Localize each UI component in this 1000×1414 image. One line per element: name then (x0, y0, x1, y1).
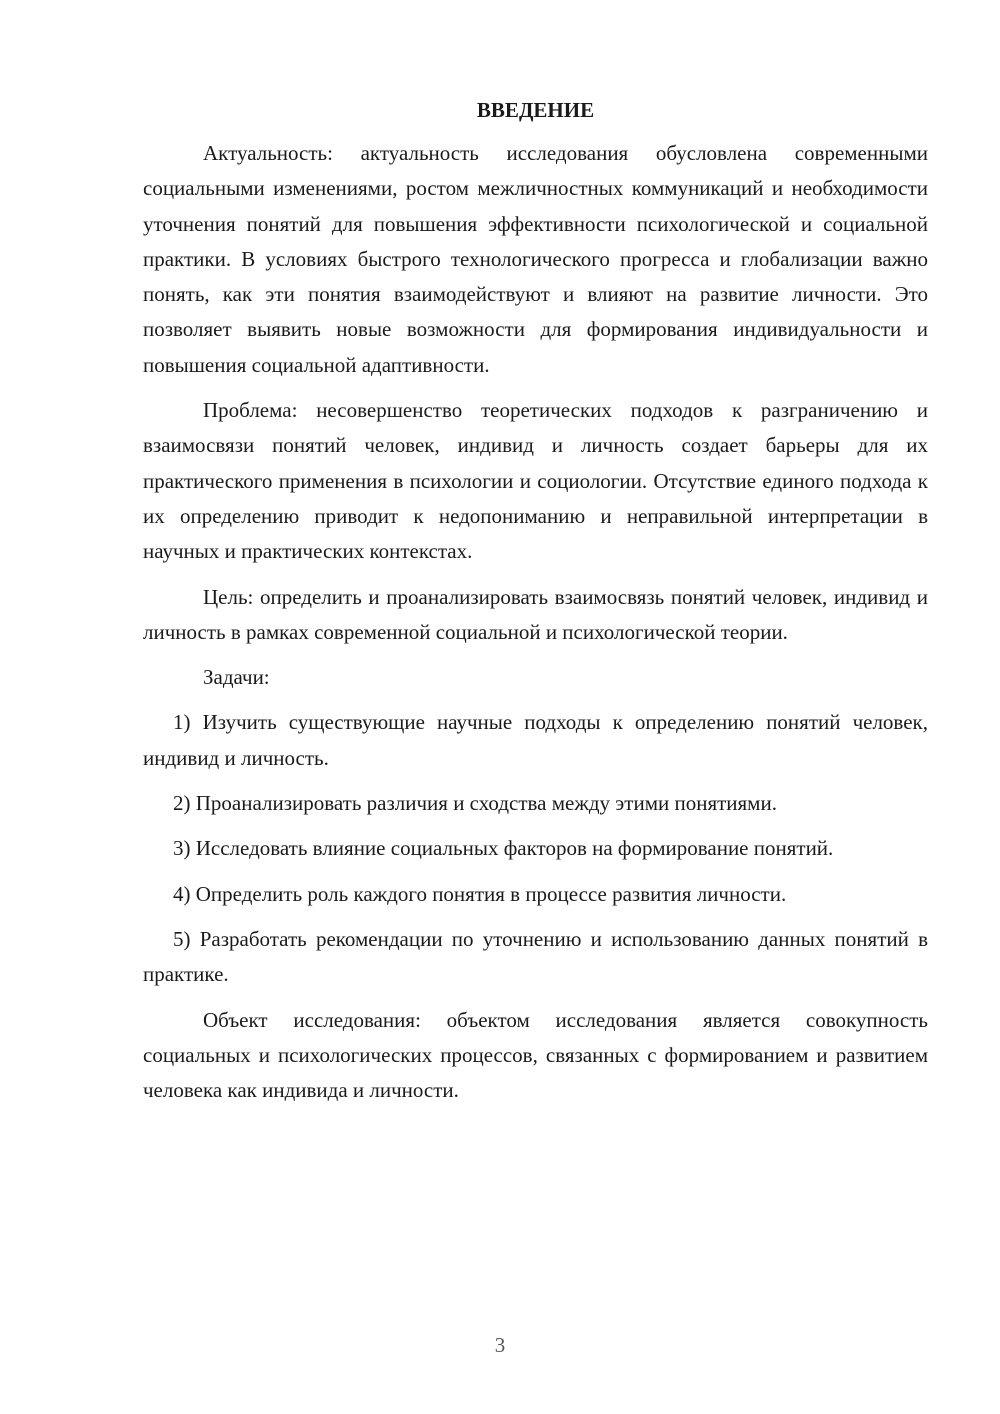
relevance-paragraph: Актуальность: актуальность исследования обусловлена современными социальными изменениями, ростом межличностных коммуникаций и необходимости уточнения понятий для повышения эффективности психологической и социальной практики. В условиях быстрого технологического прогресса и глобализации важно понять, как эти понятия взаимодействуют и влияют на развитие личности. Это позволяет выявить новые возможности для формирования индивидуальности и повышения социальной адаптивности. (143, 141, 928, 377)
goal-paragraph: Цель: определить и проанализировать взаимосвязь понятий человек, индивид и личность в рамках современной социальной и психологической теории. (143, 584, 928, 644)
document-page (143, 93, 928, 1118)
object-paragraph: Объект исследования: объектом исследования является совокупность социальных и психологических процессов, связанных с формированием и развитием человека как индивида и личности. (143, 1007, 928, 1103)
task-item-4: 4) Определить роль каждого понятия в процессе развития личности. (173, 881, 787, 906)
problem-paragraph: Проблема: несовершенство теоретических подходов к разграничению и взаимосвязи понятий человек, индивид и личность создает барьеры для их практического применения в психологии и социологии. Отсутствие единого подхода к их определению приводит к недопониманию и неправильной интерпретации в научных и практических контекстах. (143, 398, 928, 564)
tasks-heading: Задачи: (203, 665, 270, 690)
page-number: 3 (494, 1333, 506, 1357)
task-item-2: 2) Проанализировать различия и сходства между этими понятиями. (173, 791, 777, 816)
task-item-5: 5) Разработать рекомендации по уточнению и использованию данных понятий в практике. (143, 926, 928, 987)
section-title: ВВЕДЕНИЕ (476, 98, 595, 122)
task-item-3: 3) Исследовать влияние социальных факторов на формирование понятий. (173, 836, 834, 861)
task-item-1: 1) Изучить существующие научные подходы к определению понятий человек, индивид и личность. (143, 710, 928, 770)
